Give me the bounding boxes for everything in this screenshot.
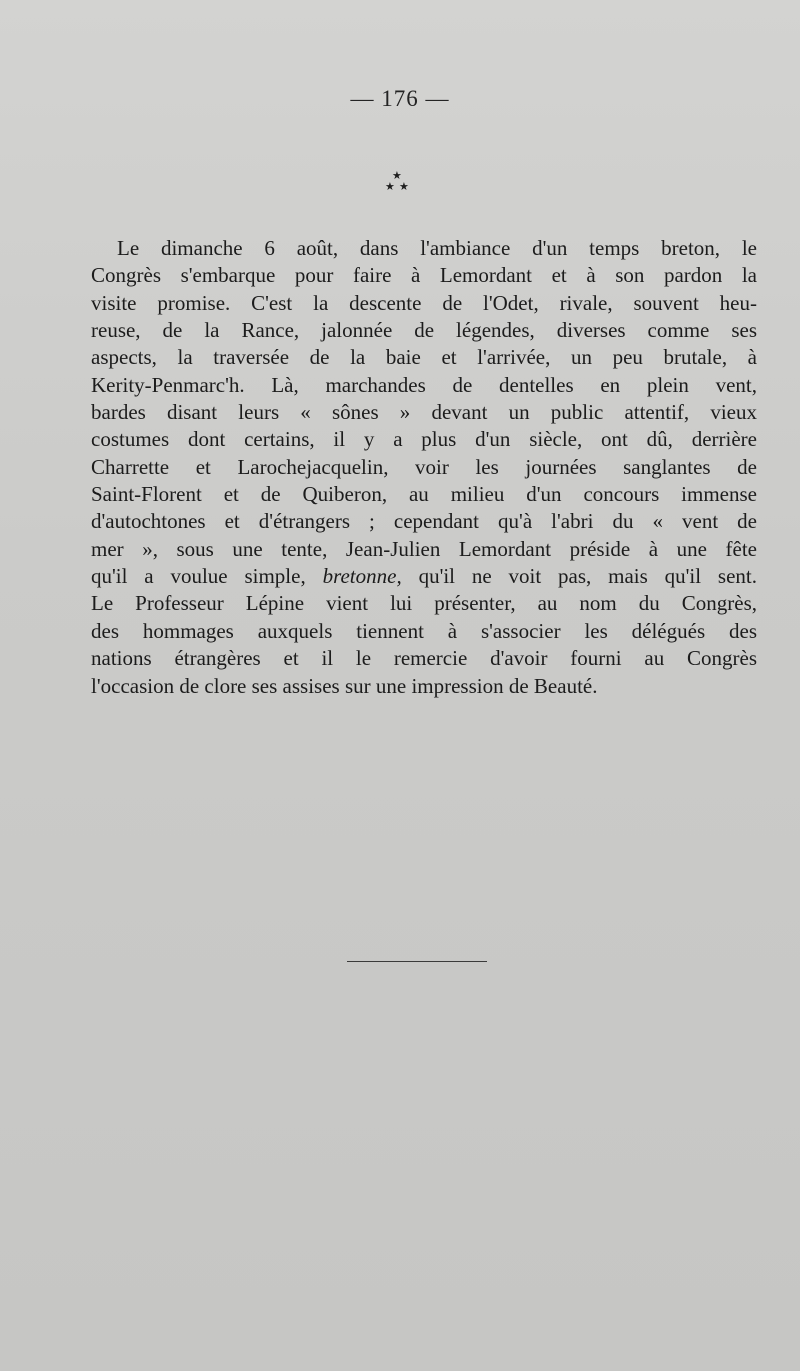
text-line: aspects, la traversée de la baie et l'arrivée, un peu brutale, à bbox=[91, 345, 757, 370]
text-line: nations étrangères et il le remercie d'avoir fourni au Congrès bbox=[91, 646, 757, 671]
text-line: des hommages auxquels tiennent à s'associer les délégués des bbox=[91, 618, 757, 643]
text-line: l'occasion de clore ses assises sur une impression de Beauté. bbox=[91, 673, 598, 698]
asterism-star-right: ★ bbox=[399, 180, 409, 193]
text-line: bardes disant leurs « sônes » devant un public attentif, vieux bbox=[91, 400, 757, 425]
text-line: Kerity-Penmarc'h. Là, marchandes de dentelles en plein vent, bbox=[91, 372, 757, 397]
text-line: reuse, de la Rance, jalonnée de légendes, diverses comme ses bbox=[91, 318, 757, 343]
italic-word: bretonne, bbox=[322, 564, 402, 589]
text-line: Le dimanche 6 août, dans l'ambiance d'un temps breton, le bbox=[117, 236, 757, 260]
asterism-star-left: ★ bbox=[385, 180, 395, 193]
text-line: visite promise. C'est la descente de l'Odet, rivale, souvent heu- bbox=[91, 290, 757, 315]
text-line: mer », sous une tente, Jean-Julien Lemordant préside à une fête bbox=[91, 536, 757, 561]
text-line: Le Professeur Lépine vient lui présenter, au nom du Congrès, bbox=[91, 591, 757, 616]
asterism-ornament bbox=[379, 170, 419, 196]
text-line: Saint-Florent et de Quiberon, au milieu d'un concours immense bbox=[91, 482, 757, 507]
text-line: d'autochtones et d'étrangers ; cependant qu'à l'abri du « vent de bbox=[91, 509, 757, 534]
text-line: Congrès s'embarque pour faire à Lemordant et à son pardon la bbox=[91, 263, 757, 288]
text-segment: qu'il a voulue simple, bbox=[91, 564, 306, 589]
text-line: costumes dont certains, il y a plus d'un siècle, ont dû, derrière bbox=[91, 427, 757, 452]
section-divider bbox=[347, 961, 487, 962]
text-line: Charrette et Larochejacquelin, voir les journées sanglantes de bbox=[91, 454, 757, 479]
body-paragraph bbox=[91, 235, 757, 700]
page-number: — 176 — bbox=[350, 86, 450, 111]
text-segment: qu'il ne voit pas, mais qu'il sent. bbox=[418, 564, 758, 589]
asterism-star-top: ★ bbox=[392, 169, 402, 182]
text-line-with-italic bbox=[91, 563, 757, 590]
